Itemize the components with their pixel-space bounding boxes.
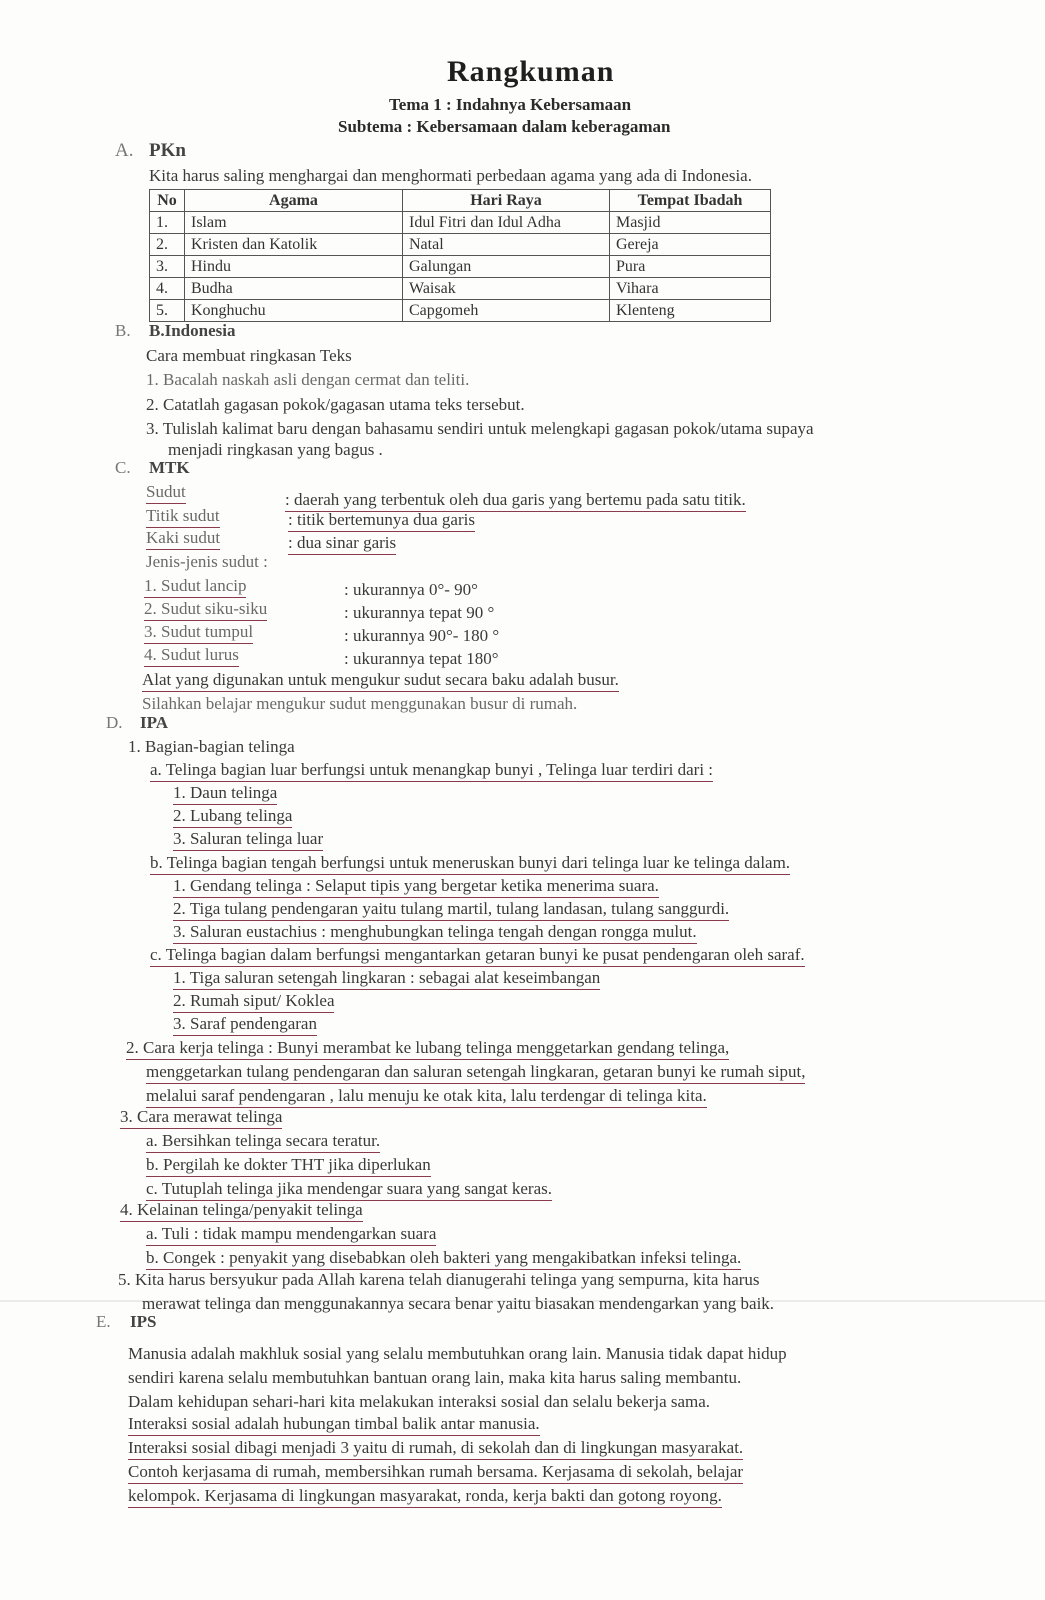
ipa-line: a. Telinga bagian luar berfungsi untuk menangkap bunyi , Telinga luar terdiri dari : (150, 760, 713, 782)
table-row (150, 278, 771, 300)
section-bindo-heading: B. B.Indonesia (115, 321, 236, 340)
table-row (150, 234, 771, 256)
table-cell: 2. (150, 234, 185, 256)
ipa-line: 1. Daun telinga (173, 783, 277, 805)
ipa-line: c. Telinga bagian dalam berfungsi mengantarkan getaran bunyi ke pusat pendengaran oleh saraf. (150, 945, 805, 967)
table-cell: Waisak (403, 278, 610, 300)
table-row (150, 300, 771, 322)
ips-line: Contoh kerjasama di rumah, membersihkan rumah bersama. Kerjasama di sekolah, belajar (128, 1462, 743, 1484)
ipa-line: 2. Lubang telinga (173, 806, 292, 828)
table-header-row (150, 190, 771, 212)
ipa-line: 3. Saraf pendengaran (173, 1014, 317, 1036)
mtk-line: Silahkan belajar mengukur sudut menggunakan busur di rumah. (142, 694, 578, 713)
ipa-line: 2. Rumah siput/ Koklea (173, 991, 334, 1013)
mtk-jenis-label: Jenis-jenis sudut : (146, 552, 268, 571)
mtk-desc: : titik bertemunya dua garis (288, 510, 475, 532)
mtk-jenis-desc: : ukurannya 0°- 90° (344, 580, 478, 599)
page-title: Rangkuman (447, 55, 615, 88)
ipa-line: 1. Bagian-bagian telinga (128, 737, 295, 756)
column-header: Tempat Ibadah (610, 190, 771, 212)
mtk-jenis-desc: : ukurannya tepat 180° (344, 649, 499, 668)
ipa-line: 1. Tiga saluran setengah lingkaran : sebagai alat keseimbangan (173, 968, 600, 990)
ipa-line: a. Bersihkan telinga secara teratur. (146, 1131, 380, 1153)
mtk-term: Titik sudut (146, 506, 220, 528)
ipa-line: b. Telinga bagian tengah berfungsi untuk meneruskan bunyi dari telinga luar ke telinga dalam. (150, 853, 790, 875)
bindo-step: 1. Bacalah naskah asli dengan cermat dan teliti. (146, 370, 470, 389)
section-ipa-heading: D. IPA (106, 713, 169, 732)
section-pkn-heading: A. PKn (115, 140, 186, 161)
table-row (150, 212, 771, 234)
ipa-line: 4. Kelainan telinga/penyakit telinga (120, 1200, 363, 1222)
ips-line: Interaksi sosial adalah hubungan timbal balik antar manusia. (128, 1414, 540, 1436)
ipa-line: 3. Saluran eustachius : menghubungkan telinga tengah dengan rongga mulut. (173, 922, 697, 944)
ips-line: kelompok. Kerjasama di lingkungan masyarakat, ronda, kerja bakti dan gotong royong. (128, 1486, 722, 1508)
mtk-jenis-term: 4. Sudut lurus (144, 645, 239, 667)
table-cell: 3. (150, 256, 185, 278)
table-cell: 4. (150, 278, 185, 300)
ips-line: Interaksi sosial dibagi menjadi 3 yaitu di rumah, di sekolah dan di lingkungan masyarakat. (128, 1438, 743, 1460)
table-cell: 5. (150, 300, 185, 322)
table-cell: Hindu (185, 256, 403, 278)
bindo-intro: Cara membuat ringkasan Teks (146, 346, 352, 365)
column-header: No (150, 190, 185, 212)
table-cell: Capgomeh (403, 300, 610, 322)
ipa-line: b. Congek : penyakit yang disebabkan oleh bakteri yang mengakibatkan infeksi telinga. (146, 1248, 741, 1270)
table-cell: Konghuchu (185, 300, 403, 322)
table-cell: Masjid (610, 212, 771, 234)
table-row (150, 256, 771, 278)
table-cell: Natal (403, 234, 610, 256)
ipa-line: 2. Tiga tulang pendengaran yaitu tulang martil, tulang landasan, tulang sanggurdi. (173, 899, 729, 921)
ipa-line: melalui saraf pendengaran , lalu menuju ke otak kita, lalu terdengar di telinga kita. (146, 1086, 707, 1108)
bindo-step: 2. Catatlah gagasan pokok/gagasan utama teks tersebut. (146, 395, 525, 414)
column-header: Agama (185, 190, 403, 212)
ipa-line: 1. Gendang telinga : Selaput tipis yang bergetar ketika menerima suara. (173, 876, 659, 898)
mtk-term: Sudut (146, 482, 186, 504)
ipa-line: b. Pergilah ke dokter THT jika diperlukan (146, 1155, 431, 1177)
ipa-line: c. Tutuplah telinga jika mendengar suara yang sangat keras. (146, 1179, 552, 1201)
pkn-intro: Kita harus saling menghargai dan menghormati perbedaan agama yang ada di Indonesia. (149, 166, 752, 185)
table-cell: Pura (610, 256, 771, 278)
bindo-step-cont: menjadi ringkasan yang bagus . (168, 440, 383, 459)
ipa-line: merawat telinga dan menggunakannya secara benar yaitu biasakan mendengarkan yang baik. (142, 1294, 775, 1313)
mtk-desc: : dua sinar garis (288, 533, 396, 555)
religion-table (149, 189, 771, 322)
section-mtk-heading: C. MTK (115, 458, 190, 477)
mtk-jenis-term: 1. Sudut lancip (144, 576, 246, 598)
mtk-jenis-desc: : ukurannya tepat 90 ° (344, 603, 495, 622)
table-cell: Vihara (610, 278, 771, 300)
ipa-line: 2. Cara kerja telinga : Bunyi merambat ke lubang telinga menggetarkan gendang telinga, (126, 1038, 729, 1060)
column-header: Hari Raya (403, 190, 610, 212)
table-cell: Kristen dan Katolik (185, 234, 403, 256)
bindo-step: 3. Tulislah kalimat baru dengan bahasamu sendiri untuk melengkapi gagasan pokok/utama supaya (146, 419, 814, 438)
ipa-line: 3. Cara merawat telinga (120, 1107, 282, 1129)
ips-line: Dalam kehidupan sehari-hari kita melakukan interaksi sosial dan selalu bekerja sama. (128, 1392, 711, 1411)
mtk-jenis-term: 2. Sudut siku-siku (144, 599, 267, 621)
mtk-jenis-desc: : ukurannya 90°- 180 ° (344, 626, 500, 645)
ipa-line: menggetarkan tulang pendengaran dan saluran setengah lingkaran, getaran bunyi ke rumah siput, (146, 1062, 805, 1084)
ips-line: Manusia adalah makhluk sosial yang selalu membutuhkan orang lain. Manusia tidak dapat hidup (128, 1344, 787, 1363)
table-cell: Budha (185, 278, 403, 300)
mtk-desc: : daerah yang terbentuk oleh dua garis yang bertemu pada satu titik. (285, 490, 746, 512)
ipa-line: 3. Saluran telinga luar (173, 829, 323, 851)
ipa-line: 5. Kita harus bersyukur pada Allah karena telah dianugerahi telinga yang sempurna, kita harus (118, 1270, 760, 1289)
section-ips-heading: E. IPS (96, 1312, 157, 1331)
mtk-jenis-term: 3. Sudut tumpul (144, 622, 253, 644)
table-cell: Idul Fitri dan Idul Adha (403, 212, 610, 234)
table-cell: Islam (185, 212, 403, 234)
ipa-line: a. Tuli : tidak mampu mendengarkan suara (146, 1224, 436, 1246)
table-cell: 1. (150, 212, 185, 234)
mtk-line: Alat yang digunakan untuk mengukur sudut secara baku adalah busur. (142, 670, 619, 692)
subtema-heading: Subtema : Kebersamaan dalam keberagaman (338, 117, 671, 136)
mtk-term: Kaki sudut (146, 528, 220, 550)
table-cell: Gereja (610, 234, 771, 256)
table-cell: Klenteng (610, 300, 771, 322)
table-cell: Galungan (403, 256, 610, 278)
ips-line: sendiri karena selalu membutuhkan bantuan orang lain, maka kita harus saling membantu. (128, 1368, 742, 1387)
tema-heading: Tema 1 : Indahnya Kebersamaan (389, 95, 632, 114)
